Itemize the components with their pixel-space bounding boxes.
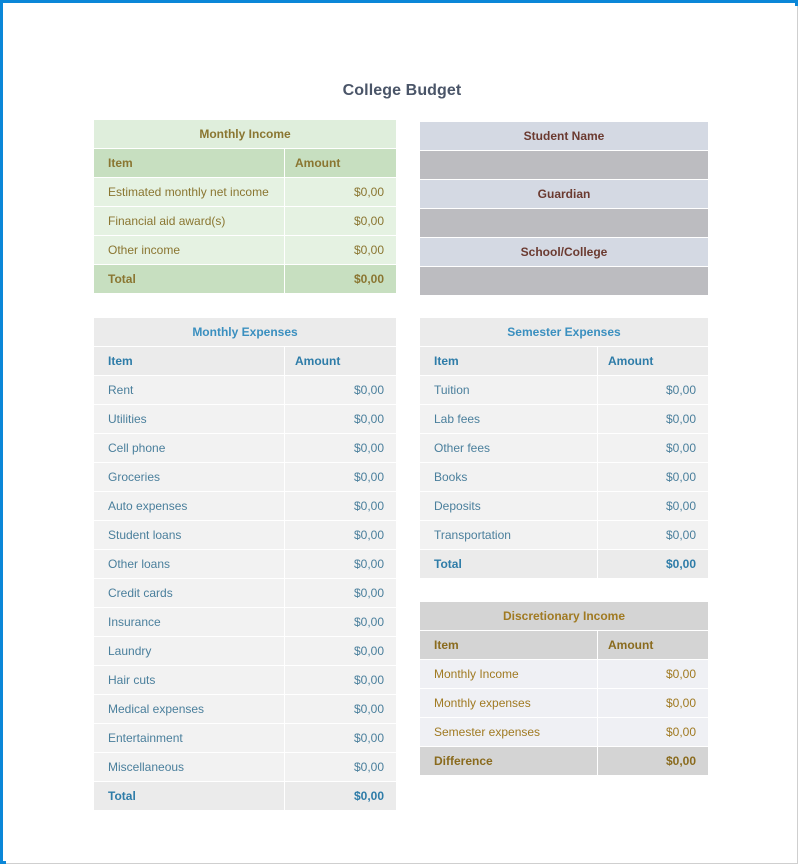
column-header-item: Item [434,354,459,368]
monthly-income-header-row [94,149,396,177]
row-amount[interactable]: $0,00 [597,718,708,746]
table-row[interactable] [94,695,396,723]
row-label: Tuition [434,383,470,397]
row-label: Estimated monthly net income [108,185,269,199]
worksheet-canvas [6,6,798,864]
row-amount[interactable]: $0,00 [284,753,396,781]
row-amount[interactable]: $0,00 [284,434,396,462]
total-amount: $0,00 [284,265,396,293]
row-label: Books [434,470,468,484]
total-label: Total [434,557,462,571]
row-label: Other fees [434,441,491,455]
table-row[interactable] [94,550,396,578]
row-amount[interactable]: $0,00 [597,521,708,549]
row-amount[interactable]: $0,00 [597,463,708,491]
row-label: Semester expenses [434,725,541,739]
school-college-label: School/College [420,238,708,266]
table-row[interactable] [94,492,396,520]
row-label: Auto expenses [108,499,188,513]
row-label: Other loans [108,557,171,571]
total-amount: $0,00 [284,782,396,810]
table-row[interactable] [94,207,396,235]
row-label: Deposits [434,499,481,513]
difference-label: Difference [434,754,493,768]
page-title: College Budget [342,82,462,99]
row-amount[interactable]: $0,00 [597,689,708,717]
semester-expenses-header-row [420,347,708,375]
guardian-label: Guardian [420,180,708,208]
monthly-income-total-row [94,265,396,293]
monthly-income-table [94,120,396,293]
row-label: Entertainment [108,731,183,745]
row-amount[interactable]: $0,00 [284,521,396,549]
row-amount[interactable]: $0,00 [597,660,708,688]
row-amount[interactable]: $0,00 [284,724,396,752]
row-label: Lab fees [434,412,481,426]
student-info-block [420,122,708,295]
table-row[interactable] [420,463,708,491]
total-label: Total [108,272,136,286]
student-name-input[interactable] [420,151,708,179]
table-row[interactable] [94,637,396,665]
row-amount[interactable]: $0,00 [284,608,396,636]
table-row[interactable] [420,492,708,520]
guardian-input[interactable] [420,209,708,237]
table-row[interactable] [420,718,708,746]
table-row[interactable] [420,376,708,404]
row-amount[interactable]: $0,00 [284,550,396,578]
row-amount[interactable]: $0,00 [284,695,396,723]
row-label: Cell phone [108,441,166,455]
row-amount[interactable]: $0,00 [284,492,396,520]
row-label: Utilities [108,412,147,426]
row-label: Student loans [108,528,182,542]
semester-expenses-total-row [420,550,708,578]
difference-amount: $0,00 [597,747,708,775]
semester-expenses-title: Semester Expenses [420,318,708,346]
table-row[interactable] [94,724,396,752]
column-header-item: Item [108,354,133,368]
table-row[interactable] [94,178,396,206]
monthly-expenses-table [94,318,396,810]
row-amount[interactable]: $0,00 [284,376,396,404]
monthly-expenses-total-row [94,782,396,810]
table-row[interactable] [94,376,396,404]
discretionary-income-table [420,602,708,775]
row-label: Groceries [108,470,161,484]
row-amount[interactable]: $0,00 [284,666,396,694]
row-amount[interactable]: $0,00 [597,434,708,462]
table-row[interactable] [94,608,396,636]
school-college-input[interactable] [420,267,708,295]
row-amount[interactable]: $0,00 [284,463,396,491]
table-row[interactable] [420,405,708,433]
discretionary-income-difference-row [420,747,708,775]
table-row[interactable] [94,405,396,433]
table-row[interactable] [420,521,708,549]
row-label: Miscellaneous [108,760,185,774]
table-row[interactable] [420,660,708,688]
student-name-label: Student Name [420,122,708,150]
monthly-income-title: Monthly Income [94,120,396,148]
row-amount[interactable]: $0,00 [597,376,708,404]
table-row[interactable] [420,434,708,462]
column-header-amount: Amount [597,631,708,659]
total-label: Total [108,789,136,803]
discretionary-income-title: Discretionary Income [420,602,708,630]
row-label: Other income [108,243,181,257]
row-label: Financial aid award(s) [108,214,226,228]
row-label: Medical expenses [108,702,205,716]
semester-expenses-table [420,318,708,578]
row-amount[interactable]: $0,00 [597,405,708,433]
row-label: Credit cards [108,586,173,600]
table-row[interactable] [94,463,396,491]
column-header-amount: Amount [284,149,396,177]
table-row[interactable] [94,579,396,607]
column-header-amount: Amount [597,347,708,375]
table-row[interactable] [420,689,708,717]
column-header-item: Item [108,156,133,170]
row-amount[interactable]: $0,00 [597,492,708,520]
table-row[interactable] [94,666,396,694]
table-row[interactable] [94,434,396,462]
row-label: Monthly Income [434,667,519,681]
table-row[interactable] [94,521,396,549]
column-header-item: Item [434,638,459,652]
row-amount[interactable]: $0,00 [284,236,396,264]
total-amount: $0,00 [597,550,708,578]
row-label: Insurance [108,615,161,629]
row-amount[interactable]: $0,00 [284,637,396,665]
discretionary-income-header-row [420,631,708,659]
row-amount[interactable]: $0,00 [284,178,396,206]
row-amount[interactable]: $0,00 [284,207,396,235]
column-header-amount: Amount [284,347,396,375]
row-label: Rent [108,383,134,397]
row-amount[interactable]: $0,00 [284,405,396,433]
row-amount[interactable]: $0,00 [284,579,396,607]
row-label: Monthly expenses [434,696,531,710]
monthly-expenses-title: Monthly Expenses [94,318,396,346]
table-row[interactable] [94,236,396,264]
row-label: Transportation [434,528,511,542]
table-row[interactable] [94,753,396,781]
row-label: Laundry [108,644,152,658]
row-label: Hair cuts [108,673,156,687]
monthly-expenses-header-row [94,347,396,375]
